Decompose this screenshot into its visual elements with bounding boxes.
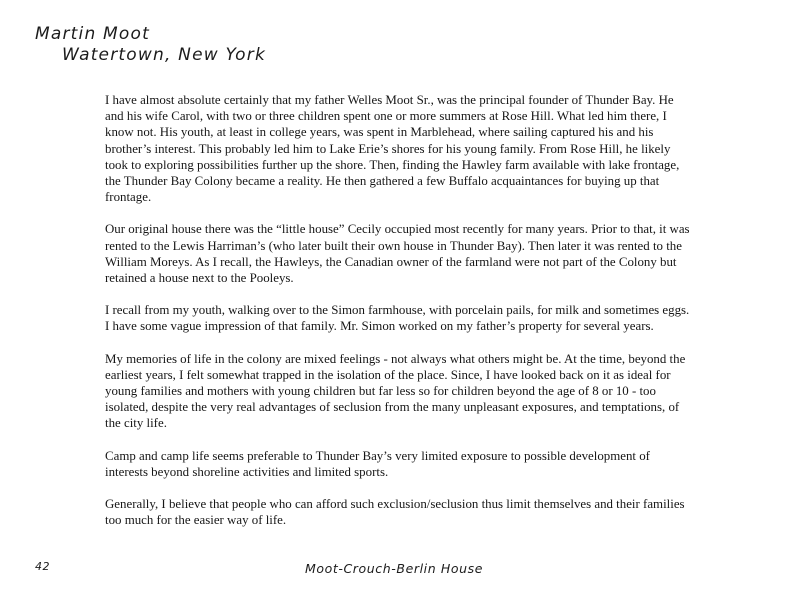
paragraph-founding: I have almost absolute certainly that my father Welles Moot Sr., was the principal founder of Thunder Bay. He and his wife Carol, with two or three children spent one or more summers at Rose Hill. What led him there, I know not. His youth, at least in college years, was spent in Marblehead, where sailing captured his and his brother’s interest. This probably led him to Lake Erie’s shores for his young family. From Rose Hill, he likely took to exploring possibilities further up the shore. Then, finding the Hawley farm available with lake frontage, the Thunder Bay Colony became a reality. He then gathered a few Buffalo acquaintances for buying up that frontage. bbox=[105, 93, 680, 205]
page-number: 42 bbox=[35, 560, 50, 573]
paragraph-memories: My memories of life in the colony are mixed feelings - not always what others might be. At the time, beyond the earliest years, I felt somewhat trapped in the isolation of the place. Since, I have looked back on it as ideal for young families and mothers with young children but far less so for children beyond the age of 8 or 10 - too isolated, despite the very real advantages of seclusion from the many unpleasant exposures, and temptations, of the city life. bbox=[105, 351, 686, 431]
paragraph-simon-farmhouse: I recall from my youth, walking over to the Simon farmhouse, with porcelain pails, for milk and sometimes eggs. I have some vague impression of that family. Mr. Simon worked on my father’s property for several years. bbox=[105, 303, 690, 334]
author-name: Martin Moot bbox=[35, 24, 150, 44]
paragraph-original-house: Our original house there was the “little house” Cecily occupied most recently for many years. Prior to that, it was rented to the Lewis Harriman’s (who later built their own house in Thunder Bay). Then later it was rented to the William Moreys. As I recall, the Hawleys, the Canadian owner of the farmland were not part of the Colony but retained a house next to the Pooleys. bbox=[105, 222, 690, 286]
paragraph-conclusion: Generally, I believe that people who can afford such exclusion/seclusion thus limit themselves and their families too much for the easier way of life. bbox=[105, 497, 685, 528]
book-title: Moot-Crouch-Berlin House bbox=[304, 561, 484, 576]
paragraph-camp-life: Camp and camp life seems preferable to Thunder Bay’s very limited exposure to possible development of interests beyond shoreline activities and limited sports. bbox=[105, 448, 650, 479]
author-location: Watertown, New York bbox=[62, 45, 266, 65]
memoir-text bbox=[105, 92, 695, 544]
